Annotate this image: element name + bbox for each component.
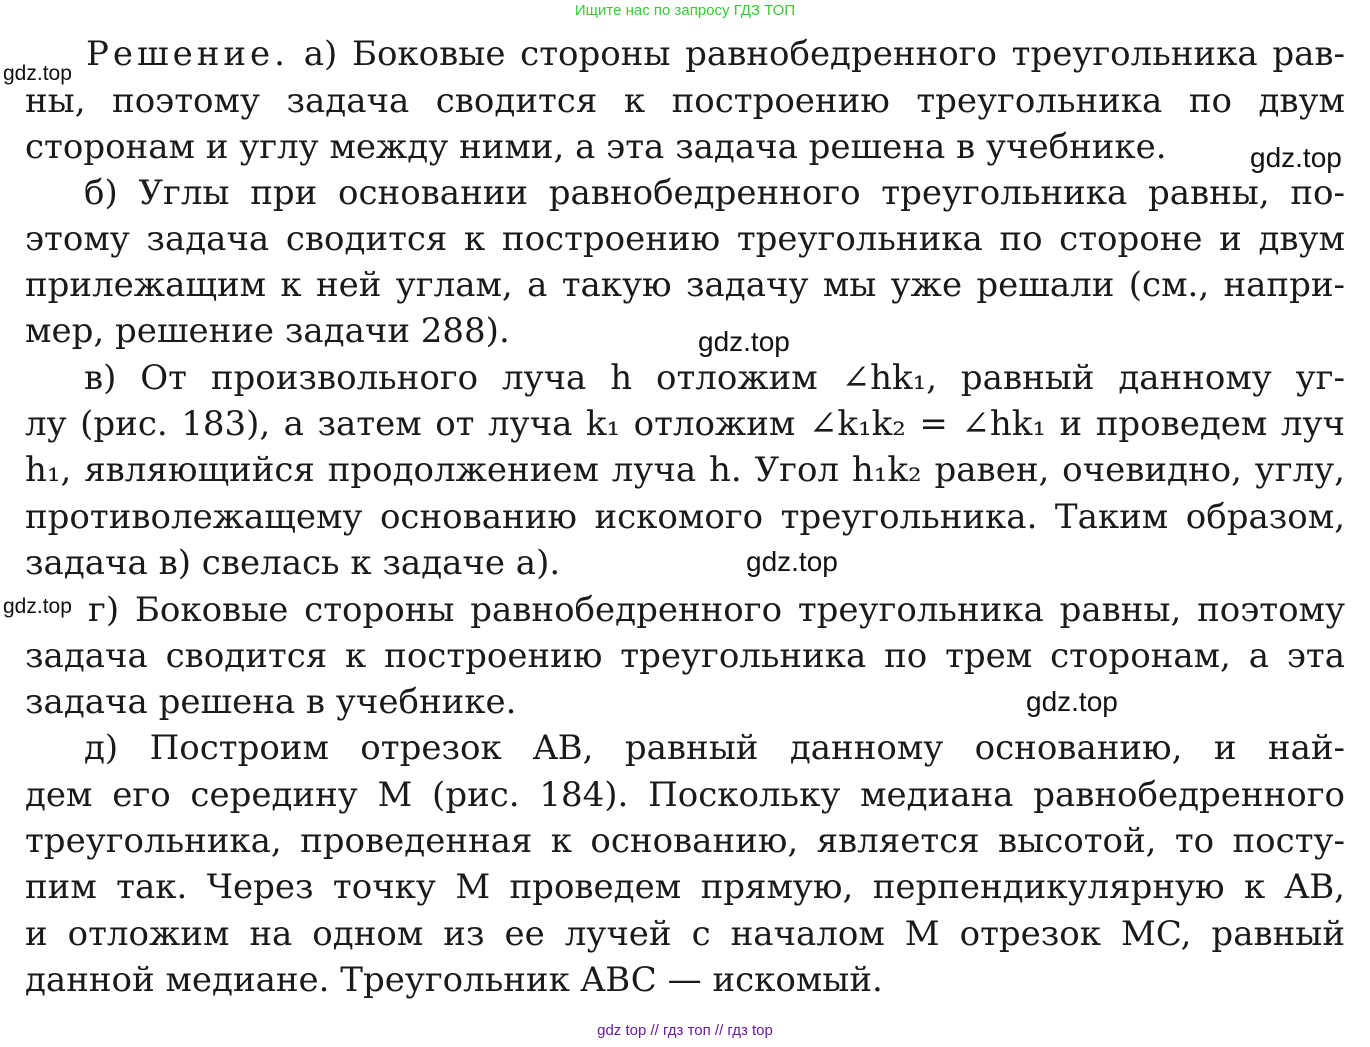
text-line: сторонам и углу между ними, а эта задача решена в учебнике. [25,127,1167,167]
bottom-banner: gdz top // гдз топ // гдз top [597,1022,773,1039]
text-line: задача решена в учебнике. [25,682,517,722]
text-line: противолежащему основанию искомого треугольника. Таким образом, [25,497,1345,537]
text-line: задача сводится к построению треугольника по трем сторонам, а эта [25,636,1345,676]
text-line: в) От произвольного луча h отложим ∠hk₁, равный данному уг- [84,358,1345,398]
text-line: дем его середину M (рис. 184). Поскольку медиана равнобедренного [25,775,1345,815]
text-line: Решение. а) Боковые стороны равнобедренного треугольника рав- [86,34,1345,74]
text-line: б) Углы при основании равнобедренного треугольника равны, по- [84,173,1345,213]
text-line: задача в) свелась к задаче а). [25,543,561,583]
watermark: gdz.top [3,595,72,618]
text-line: h₁, являющийся продолжением луча h. Угол h₁k₂ равен, очевидно, углу, [25,450,1345,490]
text-line: пим так. Через точку M проведем прямую, перпендикулярную к AB, [25,867,1345,907]
text-line: г) Боковые стороны равнобедренного треугольника равны, поэтому [88,590,1345,630]
text-line: мер, решение задачи 288). [25,311,510,351]
text-line: лу (рис. 183), а затем от луча k₁ отложим ∠k₁k₂ = ∠hk₁ и проведем луч [25,404,1345,444]
text-line: ны, поэтому задача сводится к построению треугольника по двум [25,81,1345,121]
watermark: gdz.top [1250,142,1342,173]
watermark: gdz.top [746,546,838,577]
watermark: gdz.top [1026,686,1118,717]
text-line: данной медиане. Треугольник ABC — искомый. [25,960,883,1000]
solution-heading: Решение. [86,34,289,74]
top-banner: Ищите нас по запросу ГДЗ ТОП [574,2,796,19]
text-line: и отложим на одном из ее лучей с началом M отрезок MC, равный [25,914,1345,954]
text-line: треугольника, проведенная к основанию, является высотой, то посту- [25,821,1345,861]
text-line: прилежащим к ней углам, а такую задачу мы уже решали (см., напри- [25,265,1345,305]
watermark: gdz.top [698,326,790,357]
watermark: gdz.top [3,62,72,85]
text-line: этому задача сводится к построению треугольника по стороне и двум [25,219,1345,259]
text-line: д) Построим отрезок AB, равный данному основанию, и най- [84,728,1345,768]
